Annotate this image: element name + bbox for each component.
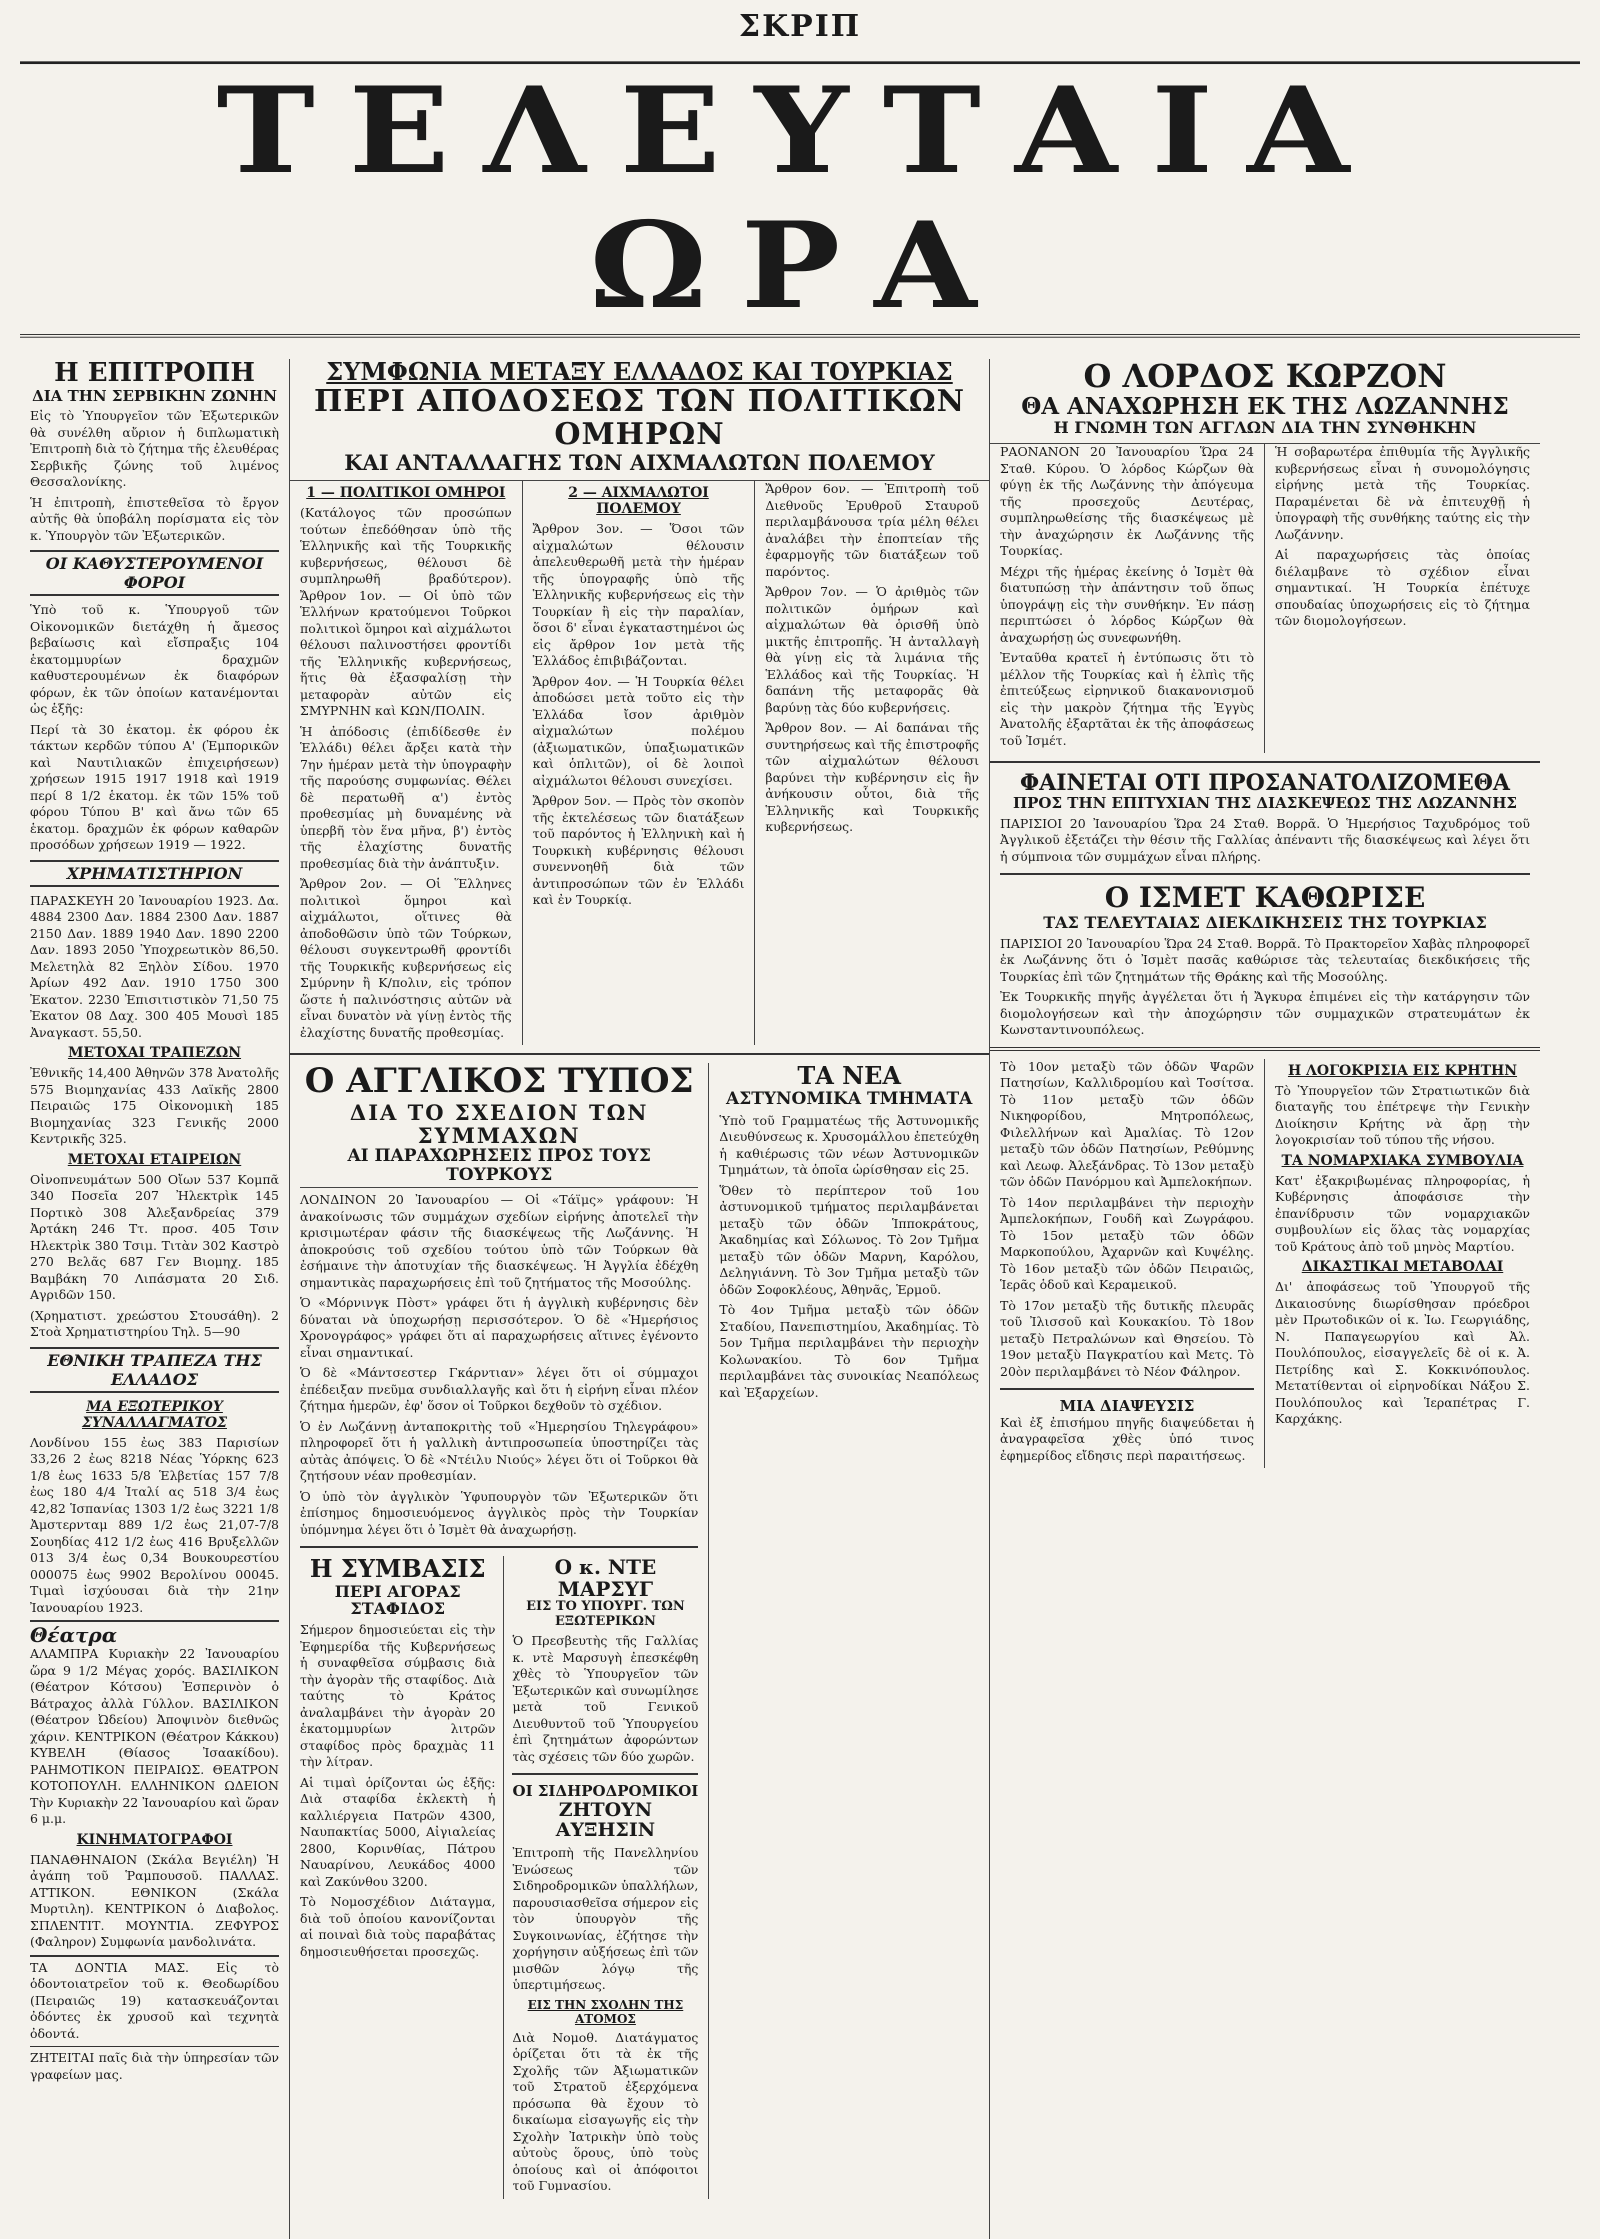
section-title-national-bank: ΕΘΝΙΚΗ ΤΡΑΠΕΖΑ ΤΗΣ ΕΛΛΑΔΟΣ [30, 1347, 279, 1393]
subhead-war-prisoners: 2 — ΑΙΧΜΑΛΩΤΟΙ ΠΟΛΕΜΟΥ [568, 485, 709, 518]
article-text: Ὑπὸ τοῦ Γραμματέως τῆς Ἀστυνομικῆς Διευθύνσεως κ. Χρυσομάλλου ἐπετεύχθη ἡ καθιέρωσις τῶν νέων Ἀστυνομικῶν Τμημάτων, τὰ ὁποῖα ὡρίσθησαν εἰς 25. [719, 1112, 979, 1178]
marsugi-article [504, 1556, 698, 2198]
article-text: Ἄρθρον 4ον. — Ἡ Τουρκία θέλει ἀποδώσει μετὰ τοῦτο εἰς τὴν Ἑλλάδα ἴσον ἀριθμὸν αἰχμαλώτων πολέμου (ἀξιωματικῶν, ὑπαξιωματικῶν καὶ ὁπλιτῶν), οἱ δὲ λοιποὶ αἰχμάλωτοι θέλουσι συνεχίσει. [532, 673, 745, 788]
article-text: Ὁ ἐν Λωζάννῃ ἀνταποκριτὴς τοῦ «Ἡμερησίου Τηλεγράφου» πληροφορεῖ ὅτι ἡ γαλλικὴ ἀντιπροσωπεία ὑποστηρίζει τὰς αὐτὰς ἀπόψεις. Ὁ δὲ «Ντέιλυ Νιούς» λέγει ὅτι οἱ Τοῦρκοι θὰ ζητήσουν νέαν προθεσμίαν. [300, 1418, 699, 1484]
english-press-block [290, 1063, 709, 2198]
treaty-col-c [755, 481, 989, 1045]
article-text: Τὸ Νομοσχέδιον Διάταγμα, διὰ τοῦ ὁποίου κανονίζονται αἱ ποιναὶ διὰ τοὺς παραβάτας δημοσιευθήσεται προσεχῶς. [300, 1894, 496, 1959]
curzon-col-b [1265, 444, 1540, 753]
article-text: Κατ' ἐξακριβωμένας πληροφορίας, ἡ Κυβέρνησις ἀποφάσισε τὴν ἐπανίδρυσιν τῶν νομαρχιακῶν συμβουλίων εἰς ὅλας τὰς νομαρχίας τοῦ Κράτους ἀπὸ τοῦ μηνὸς Μαρτίου. [1275, 1172, 1530, 1254]
headline-allied-plan: ΔΙΑ ΤΟ ΣΧΕΔΙΟΝ ΤΩΝ ΣΥΜΜΑΧΩΝ [349, 1099, 649, 1148]
headline-denial: ΜΙΑ ΔΙΑΨΕΥΣΙΣ [1059, 1397, 1195, 1416]
article-text: Ὁ δὲ «Μάντσεστερ Γκάρντιαν» λέγει ὅτι οἱ σύμμαχοι ἐπέδειξαν πνεῦμα συνδιαλλαγῆς καὶ ὅτι ἡ εἰρήνη εἶναι πλέον ζήτημα ἡμερῶν, ἐφ' ὅσον οἱ Τοῦρκοι δεχθοῦν τὸ σχέδιον. [300, 1365, 699, 1414]
divider [990, 761, 1540, 763]
article-text: ΠΑΝΑΘΗΝΑΙΟΝ (Σκάλα Βεγιέλη) Ἡ ἀγάπη τοῦ Ῥαμπουσοῦ. ΠΑΛΛΑΣ. ΑΤΤΙΚΟΝ. ΕΘΝΙΚΟΝ (Σκάλα Μυρτιλη). ΚΕΝΤΡΙΚΟΝ ὁ Διαβολος. ΣΠΛΕΝΤΙΤ. ΜΟΥΝΤΙΑ. ΖΕΦΥΡΟΣ (Φαληρον) Συμφωνία μανδολινάτα. [30, 1851, 279, 1950]
subhead-cinemas: ΚΙΝΗΜΑΤΟΓΡΑΦΟΙ [76, 1831, 233, 1848]
article-text: Ἄρθρον 3ον. — Ὅσοι τῶν αἰχμαλώτων θέλουσιν ἀπελευθερωθῆ μετὰ τὴν ἡμέραν τῆς ὑπογραφῆς ὑπὸ τῆς Ἑλληνικῆς κυβερνήσεως εἰς τὴν Τουρκίαν ἢ εἰς τὴν παραλίαν, ὅσοι δ' εἶναι ἐγκαταστημένοι ὡς εἰς ἄρθρον 1ον μετὰ τῆς Ἑλλάδος ἐπιβιβάζονται. [532, 521, 745, 669]
headline-marsugi: Ο κ. ΝΤΕ ΜΑΡΣΥΓ [554, 1555, 657, 1602]
headline-convention: Η ΣΥΜΒΑΣΙΣ [309, 1554, 486, 1584]
article-text: Τὸ 4ον Τμῆμα μεταξὺ τῶν ὁδῶν Σταδίου, Πανεπιστημίου, Ἀκαδημίας. Τὸ 5ον Τμῆμα περιλαμβάνει τὴν περιοχὴν Κολωνακίου. Τὸ 6ον Τμῆμα περιλαμβάνει τὰς συνοικίας Νεαπόλεως καὶ Ἐξαρχείων. [719, 1302, 979, 1400]
divider [990, 1047, 1540, 1051]
article-text: (Κατάλογος τῶν προσώπων τούτων ἐπεδόθησαν ὑπὸ τῆς Ἑλληνικῆς καὶ τῆς Τουρκικῆς κυβερνήσεως, θέλουσι δὲ συμπληρωθῆ βραδύτερον). Ἄρθρον 1ον. — Οἱ ὑπὸ τῶν Ἑλλήνων κρατούμενοι Τοῦρκοι πολιτικοὶ ὅμηροι καὶ αἰχμάλωτοι θέλουσι παλινοστήσει φροντίδι τῆς Ἑλληνικῆς κυβερνήσεως, ἥτις θὰ ἐξασφαλίσῃ τὴν μεταφορὰν αὐτῶν εἰς ΣΜΥΡΝΗΝ καὶ ΚΩΝ/ΠΟΛΙΝ. [300, 505, 512, 719]
article-text: Ἄρθρον 7ον. — Ὁ ἀριθμὸς τῶν πολιτικῶν ὁμήρων καὶ αἰχμαλώτων θὰ ὁρισθῆ ὑπὸ μικτῆς ἐπιτροπῆς. Ἡ ἀνταλλαγὴ θὰ γίνῃ εἰς τὰ λιμάνια τῆς Ἑλλάδος καὶ τῆς Τουρκίας. Ἡ δαπάνη τῆς μεταφορᾶς θὰ βαρύνῃ τὰς δύο κυβερνήσεις. [765, 584, 980, 715]
column-4-5 [990, 359, 1540, 2239]
subhead-political-hostages: 1 — ΠΟΛΙΤΙΚΟΙ ΟΜΗΡΟΙ [306, 485, 506, 502]
article-text: Περί τὰ 30 ἑκατομ. ἐκ φόρου ἐκ τάκτων κερδῶν τύπου Α' (Ἐμπορικῶν καὶ Ναυτιλιακῶν ἐπιχειρήσεων) χρήσεων 1915 1917 1918 καὶ 1919 περί 8 1/2 ἑκατομ. ἐκ τῶν 15% τοῦ φόρου Τύπου Β' καὶ ἄνω τῶν 65 ἑκατομ. δραχμῶν ἐκ φόρων καθαρῶν προσόδων χρήσεων 1919 — 1922. [30, 721, 279, 853]
curzon-columns [990, 443, 1540, 753]
treaty-headline-block [290, 359, 989, 474]
divider [290, 1053, 989, 1055]
article-text: ΤΑ ΔΟΝΤΙΑ ΜΑΣ. Εἰς τὸ ὁδοντοιατρεῖον τοῦ κ. Θεοδωρίδου (Πειραιῶς 19) κατασκευάζονται ὀδόντες ἐκ χρυσοῦ καὶ τεχνητὰ ὀδοντά. [30, 1955, 279, 2043]
article-text: Ἄρθρον 2ον. — Οἱ Ἕλληνες πολιτικοὶ ὅμηροι καὶ αἰχμάλωτοι, οἵτινες θὰ ἀποδοθῶσιν ὑπὸ τῶν Τούρκων, θέλουσι συγκεντρωθῆ φροντίδι τῆς Τουρκικῆς κυβερνήσεως εἰς Σμύρνην ἢ Κ/πολιν, εἰς τρόπον ὥστε ἡ παλινόστησις αὐτῶν νὰ εἶναι δυνατὸν νὰ γίνῃ ἐντὸς τῆς ἐλαχίστης δυνατῆς προθεσμίας. [300, 876, 512, 1040]
headline-police-departments: ΑΣΤΥΝΟΜΙΚΑ ΤΜΗΜΑΤΑ [726, 1088, 973, 1109]
headline-school: ΕΙΣ ΤΗΝ ΣΧΟΛΗΝ ΤΗΣ ΑΤΟΜΟΣ [527, 1997, 684, 2026]
article-text: Ἡ σοβαρωτέρα ἐπιθυμία τῆς Ἀγγλικῆς κυβερνήσεως εἶναι ἡ συνομολόγησις εἰρήνης μετὰ τῆς Τουρκίας. Παραμένεται δὲ νὰ ἐπιτευχθῇ ἡ ὑπογραφὴ τῆς συνθήκης ταύτης εἰς τὴν Λωζάννην. [1275, 444, 1530, 542]
curzon-headline-block [990, 359, 1540, 437]
article-text: Ἐνταῦθα κρατεῖ ἡ ἐντύπωσις ὅτι τὸ μέλλον τῆς Τουρκίας καὶ ἡ ἐλπὶς τῆς ἐπιτεύξεως εἰρηνικοῦ διακανονισμοῦ εἰς τὴν μακρὸν ζήτημα τῆς Ἐγγὺς Ἀνατολῆς ἐξαρτᾶται ἐκ τῆς ἀποφάσεως τοῦ Ἰσμέτ. [1000, 650, 1254, 748]
lower-columns [290, 1063, 989, 2198]
subhead-foreign-exchange: ΜΑ ΕΞΩΤΕΡΙΚΟΥ ΣΥΝΑΛΛΑΓΜΑΤΟΣ [82, 1398, 227, 1431]
article-text: Ὁ Πρεσβευτὴς τῆς Γαλλίας κ. ντὲ Μαρσυγὴ ἐπεσκέφθη χθὲς τὸ Ὑπουργεῖον τῶν Ἐξωτερικῶν καὶ συνωμίλησε μετὰ τοῦ Γενικοῦ Διευθυντοῦ τοῦ Ὑπουργείου ἐπὶ ζητημάτων ἀφορώντων τὰς σχέσεις τῶν δύο χωρῶν. [512, 1633, 699, 1764]
article-text: Οἰνοπνευμάτων 500 Οἴων 537 Κομπᾶ 340 Ποσεῖα 207 Ἠλεκτρὶκ 145 Πορτικὸ 308 Ἀλεξανδρείας 379 Ἀρτάκη 246 Ττ. προσ. 405 Τσιν Ηλεκτρὶκ 380 Τσιμ. Τιτὰν 302 Καστρὸ 270 Βελᾶς 687 Γεν Βιομηχ. 185 Βαμβάκη 70 Λιπάσματα 20 Σιδ. Αγριδῶν 150. [30, 1171, 279, 1303]
article-text: Εἰς τὸ Ὑπουργεῖον τῶν Ἐξωτερικῶν θὰ συνέλθη αὔριον ἡ διπλωματικὴ Ἐπιτροπὴ διὰ τὸ ζήτημα τῆς ἐλευθέρας Σερβικῆς ζώνης τοῦ λιμένος Θεσσαλονίκης. [30, 408, 279, 490]
article-text: Αἱ παραχωρήσεις τὰς ὁποίας διέλαμβανε τὸ σχέδιον εἶναι σημαντικαί. Ἡ Τουρκία ἐπέτυχε σπουδαίας ὑποχωρήσεις εἰς τὸ ζήτημα τῶν διομολογήσεων. [1275, 547, 1530, 629]
headline-foreign-ministry: ΕΙΣ ΤΟ ΥΠΟΥΡΓ. ΤΩΝ ΕΞΩΤΕΡΙΚΩΝ [526, 1599, 685, 1629]
article-text: ΠΑΡΑΣΚΕΥΗ 20 Ἰανουαρίου 1923. Δα. 4884 2300 Δαν. 1884 2300 Δαν. 1887 2150 Δαν. 1889 1940 Δαν. 1890 2200 Δαν. 1893 2050 Ὑποχρεωτικὸν 86,50. Μελετηλὰ 82 Ξηλὸν Σίδου. 1970 Ἀρίων 492 Δαν. 1910 1750 300 Ἐκατον. 2230 Ἐπισιτιστικὸν 71,50 75 Ἐκατον 08 Δαχ. 300 405 Μουσὶ 185 Ἀναγκαστ. 55,50. [30, 892, 279, 1040]
headline-prisoners: ΚΑΙ ΑΝΤΑΛΛΑΓΗΣ ΤΩΝ ΑΙΧΜΑΛΩΤΩΝ ΠΟΛΕΜΟΥ [344, 450, 935, 476]
column-1 [20, 359, 290, 2239]
currant-article [300, 1556, 504, 2198]
orientation-article [990, 771, 1540, 1039]
article-text: ΠΑΡΙΣΙΟΙ 20 Ἰανουαρίου Ὥρα 24 Σταθ. Βορρᾶ. Τὸ Πρακτορεῖον Χαβὰς πληροφορεῖ ἐκ Λωζάννης ὅτι ὁ Ἰσμὲτ πασᾶς καθώρισε τὰς τελευταίας διεκδικήσεις τῆς Τουρκίας ἐπὶ τῶν ζητημάτων τῆς Θράκης καὶ τῆς Μοσούλης. [1000, 935, 1530, 984]
article-text: Ὅθεν τὸ περίπτερον τοῦ 1ου ἀστυνομικοῦ τμήματος περιλαμβάνεται μεταξὺ τῶν ὁδῶν Ἱπποκράτους, Ἀκαδημίας καὶ Σόλωνος. Τὸ 2ον Τμῆμα μεταξὺ τῶν ὁδῶν Μαρνη, Καρόλου, Δεληγιάννη. Τὸ 3ον Τμῆμα μεταξὺ τῶν ὁδῶν Σοφοκλέους, Ἀθηνᾶς, Ἑρμοῦ. [719, 1182, 979, 1297]
section-masthead: ΤΕΛΕΥΤΑΙΑ ΩΡΑ [20, 61, 1580, 337]
article-text: Λονδίνου 155 ἐως 383 Παρισίων 33,26 2 ἐως 8218 Νέας Ὑόρκης 623 1/8 ἐως 1633 5/8 Ἑλβετίας 157 7/8 ἐως 180 4/4 Ἰταλί ας 518 3/4 ἐως 42,82 Ἱσπανίας 1303 1/2 ἐως 3221 1/8 Ἀμστερνταμ 889 1/2 ἐως 21,07-7/8 Σουηδίας 412 1/2 ἐως 416 Βρυξελλῶν 013 3/4 ἐως 0,34 Βουκουρεστίου 000075 ἐως 9902 Βερολίνου 00045. Τιμαὶ ἰσχύουσαι διὰ τὴν 21ην Ἰανουαρίου 1923. [30, 1434, 279, 1615]
divider [1000, 873, 1530, 875]
subhead-serbian-zone: ΔΙΑ ΤΗΝ ΣΕΡΒΙΚΗΝ ΖΩΝΗΝ [32, 386, 277, 405]
columns [20, 359, 1580, 2239]
headline-concessions: ΑΙ ΠΑΡΑΧΩΡΗΣΕΙΣ ΠΡΟΣ ΤΟΥΣ ΤΟΥΡΚΟΥΣ [300, 1147, 698, 1188]
article-text: Δι' ἀποφάσεως τοῦ Ὑπουργοῦ τῆς Δικαιοσύνης διωρίσθησαν πρόεδροι μὲν Πρωτοδικῶν οἱ κ. Ἰω. Γεωργιάδης, Ν. Παπαγεωργίου καὶ Ἀλ. Πουλόπουλος, εἰσαγγελεῖς δὲ οἱ κ. Ἀ. Πετρίδης καὶ Σ. Κοκκινόπουλος. Μετατίθενται οἱ εἰρηνοδίκαι Νάξου Σ. Πουλόπουλος καὶ Ἱεραπέτρας Γ. Καρχάκης. [1275, 1279, 1530, 1427]
article-text: Καὶ ἐξ ἐπισήμου πηγῆς διαψεύδεται ἡ ἀναγραφεῖσα χθὲς ὑπό τινος ἐφημερίδος εἴδησις περὶ παραιτήσεως. [1000, 1414, 1254, 1463]
headline-ismet: Ο ΙΣΜΕΤ ΚΑΘΩΡΙΣΕ [1104, 881, 1426, 915]
article-text: Ὁ «Μόρνινγκ Πὸστ» γράφει ὅτι ἡ ἀγγλικὴ κυβέρνησις δὲν δύναται νὰ ὑποχωρήσῃ περισσότερον. Ὁ δὲ «Ἡμερήσιος Χρονογράφος» γράφει ὅτι αἱ παραχωρήσεις αἵτινες ἐγένοντο εἶναι σημαντικαί. [300, 1295, 699, 1360]
headline-railwaymen: ΟΙ ΣΙΔΗΡΟΔΡΟΜΙΚΟΙ [512, 1782, 699, 1801]
headline-english-press: Ο ΑΓΓΛΙΚΟΣ ΤΥΠΟΣ [304, 1063, 694, 1102]
misc-news [1265, 1059, 1540, 1469]
article-text: ΠΑΡΙΣΙΟΙ 20 Ἰανουαρίου Ὥρα 24 Σταθ. Βορρᾶ. Ὁ Ἡμερήσιος Ταχυδρόμος τοῦ Ἀγγλικοῦ ἐξετάζει τὴν θέσιν τῆς Γαλλίας ἀπέναντι τῆς διασκέψεως καὶ λέγει ὅτι ἡ σύμπνοια τῶν συμμάχων εἶναι πλήρης. [1000, 815, 1530, 864]
divider [300, 1546, 698, 1548]
treaty-col-b [523, 481, 756, 1045]
article-text: Αἱ τιμαὶ ὁρίζονται ὡς ἑξῆς: Διὰ σταφίδα ἐκλεκτὴ ἡ καλλιέργεια Πατρῶν 4300, Ναυπακτίας 5000, Αἰγιαλείας 2800, Κορινθίας, Πάτρου Ναυαρίνου, Λευκάδος 4000 καὶ Ζακύνθου 3200. [300, 1774, 496, 1889]
newspaper-name: ΣΚΡΙΠ [738, 9, 862, 44]
section-title-taxes: ΟΙ ΚΑΘΥΣΤΕΡΟΥΜΕΝΟΙ ΦΟΡΟΙ [30, 550, 279, 596]
headline-prefectural-councils: ΤΑ ΝΟΜΑΡΧΙΑΚΑ ΣΥΜΒΟΥΛΙΑ [1281, 1152, 1524, 1169]
article-text: ΖΗΤΕΙΤΑΙ παῖς διὰ τὴν ὑπηρεσίαν τῶν γραφείων μας. [30, 2046, 279, 2083]
article-text: ΛΟΝΔΙΝΟΝ 20 Ἰανουαρίου — Οἱ «Τάϊμς» γράφουν: Ἡ ἀνακοίνωσις τῶν συμμάχων σχεδίων εἰρήνης ἀποτελεῖ τὴν κρισιμωτέραν φάσιν τῆς διασκέψεως τῆς Λωζάννης. Ἡ ἀποκρούσις τοῦ σχεδίου τούτου ὑπὸ τῶν Τούρκων θὰ ἐσήμαινε τὴν ἀποτυχίαν τῆς διασκέψεως. Ἡ Ἀγγλία ἐδέχθη σημαντικὰς παραχωρήσεις ἐπὶ τοῦ ζητήματος τῆς Μοσούλης. [300, 1192, 699, 1290]
headline-agreement: ΣΥΜΦΩΝΙΑ ΜΕΤΑΞΥ ΕΛΛΑΔΟΣ ΚΑΙ ΤΟΥΡΚΙΑΣ [326, 359, 953, 386]
divider [1000, 1388, 1254, 1390]
headline-hostages: ΠΕΡΙ ΑΠΟΔΟΣΕΩΣ ΤΩΝ ΠΟΛΙΤΙΚΩΝ ΟΜΗΡΩΝ [313, 384, 966, 453]
headline-english-opinion: Η ΓΝΩΜΗ ΤΩΝ ΑΓΓΛΩΝ ΔΙΑ ΤΗΝ ΣΥΝΘΗΚΗΝ [1053, 418, 1477, 438]
treaty-columns [290, 480, 989, 1045]
section-title-theatres: Θέατρα [30, 1620, 279, 1646]
article-text: Σήμερον δημοσιεύεται εἰς τὴν Ἐφημερίδα τῆς Κυβερνήσεως ἡ συναφθεῖσα σύμβασις διὰ τὴν ἀγορὰν τῆς σταφίδος. Διὰ ταύτης τὸ Κράτος ἀναλαμβάνει τὴν ἀγορὰν 20 ἑκατομμυρίων λιτρῶν σταφίδος πρὸς δραχμὰς 11 τὴν λίτραν. [300, 1622, 496, 1770]
article-text: ΑΛΑΜΠΡΑ Κυριακὴν 22 Ἰανουαρίου ὥρα 9 1/2 Μέγας χορός. ΒΑΣΙΛΙΚΟΝ (Θέατρον Κότσου) Ἑσπερινὸν ὁ Βάτραχος ἀλλὰ Γύλλον. ΒΑΣΙΛΙΚΟΝ (Θέατρον Ὠδείου) Ἀποψινὸν διεθνῶς χάριν. ΚΕΝΤΡΙΚΟΝ (Θέατρον Κάκκου) ΚΥΒΕΛΗ (Θίασος Ἰσαακίδου). ΡΑΗΜΟΤΙΚΟΝ ΠΕΙΡΑΙΩΣ. ΘΕΑΤΡΟΝ ΚΟΤΟΠΟΥΛΗ. ΕΛΛΗΝΙΚΟΝ ΩΔΕΙΟΝ Τὴν Κυριακὴν 22 Ἰανουαρίου καὶ ὥραν 6 μ.μ. [30, 1646, 279, 1827]
article-text: Ὑπὸ τοῦ κ. Ὑπουργοῦ τῶν Οἰκονομικῶν διετάχθη ἡ ἄμεσος βεβαίωσις καὶ εἴσπραξις 104 ἑκατομμυρίων δραχμῶν καθυστερουμένων ἐκ διαφόρων φόρων, ἐκ τῶν ὁποίων κατανέμονται ὡς ἑξῆς: [30, 602, 279, 717]
article-text: Ἄρθρον 8ον. — Αἱ δαπάναι τῆς συντηρήσεως καὶ τῆς ἐπιστροφῆς τῶν αἰχμαλώτων θέλουσι βαρύνει τὴν κυβέρνησιν εἰς ἣν ἀνήκουσιν οὗτοι, διὰ τῆς Ἑλληνικῆς καὶ Τουρκικῆς κυβερνήσεως. [765, 720, 980, 835]
article-text: Τὸ 10ον μεταξὺ τῶν ὁδῶν Ψαρῶν Πατησίων, Καλλιδρομίου καὶ Τοσίτσα. Τὸ 11ον μεταξὺ τῶν ὁδῶν Νικηφορίδου, Μητροπόλεως, Φιλελλήνων καὶ Ἀμαλίας. Τὸ 12ον μεταξὺ τῶν ὁδῶν Πατησίων, Ρεθύμνης καὶ Λεωφ. Ἀλεξάνδρας. Τὸ 13ον μεταξὺ τῶν ὁδῶν Πανόρμου καὶ Ἀμπελοκήπων. [1000, 1058, 1254, 1190]
headline-raise: ΖΗΤΟΥΝ ΑΥΞΗΣΙΝ [555, 1798, 656, 1842]
article-text: Τὸ 17ον μεταξὺ τῆς δυτικῆς πλευρᾶς τοῦ Ἰλισσοῦ καὶ Κουκακίου. Τὸ 18ον μεταξὺ Πετραλώνων καὶ Θησείου. Τὸ 19ον μεταξὺ Παγκρατίου καὶ Μετς. Τὸ 20ὸν περιλαμβάνει τὸ Νέον Φάληρον. [1000, 1297, 1254, 1379]
article-text: (Χρηματιστ. χρεώστου Στουσάθη). 2 Στοὰ Χρηματιστηρίου Τηλ. 5—90 [30, 1307, 279, 1340]
lower-right-columns [990, 1059, 1540, 1469]
headline-judicial-changes: ΔΙΚΑΣΤΙΚΑΙ ΜΕΤΑΒΟΛΑΙ [1301, 1259, 1504, 1276]
article-text: Μέχρι τῆς ἡμέρας ἐκείνης ὁ Ἰσμὲτ θὰ διατυπώσῃ τὴν ἀπάντησιν τοῦ ὅπως ὑπογράψῃ εἰς τὴν συνθήκην. Ἐν πάσῃ περιπτώσει ὁ λόρδος Κώρζων θὰ ἀναχωρήσῃ ὡς συνεφωνήθη. [1000, 563, 1254, 645]
article-text: Ἐθνικῆς 14,400 Ἀθηνῶν 378 Ἀνατολῆς 575 Βιομηχανίας 433 Λαϊκῆς 2800 Πειραιῶς 175 Οἰκονομικὴ 185 Βιομηχανίας 323 Γενικῆς 2000 Κεντρικῆς 325. [30, 1065, 279, 1147]
headline-committee: Η ΕΠΙΤΡΟΠΗ [54, 359, 255, 388]
police-news-block [709, 1063, 989, 2198]
divider [512, 1773, 698, 1775]
article-text: Ἡ ἐπιτροπὴ, ἐπιστεθεῖσα τὸ ἔργον αὐτῆς θὰ ὑποβάλη πορίσματα εἰς τὸν κ. Ὑπουργὸν τῶν Ἐξωτερικῶν. [30, 494, 279, 543]
police-continued [990, 1059, 1265, 1469]
article-text: Ἐπιτροπὴ τῆς Πανελληνίου Ἑνώσεως τῶν Σιδηροδρομικῶν ὑπαλλήλων, παρουσιασθεῖσα σήμερον εἰς τὸν ὑπουργὸν τῆς Συγκοινωνίας, ἐζήτησε τὴν χορήγησιν αὐξήσεως ἐπὶ τῶν μισθῶν λόγῳ τῆς ὑπερτιμήσεως. [512, 1845, 699, 1993]
headline-currant: ΠΕΡΙ ΑΓΟΡΑΣ ΣΤΑΦΙΔΟΣ [334, 1581, 461, 1619]
article-text: Ἐκ Τουρκικῆς πηγῆς ἀγγέλεται ὅτι ἡ Ἄγκυρα ἐπιμένει εἰς τὴν κατάργησιν τῶν διομολογήσεων καὶ τὴν ἀποχώρησιν τῶν συμμαχικῶν στρατευμάτων ἐκ Κωνσταντινουπόλεως. [1000, 989, 1530, 1038]
headline-news: ΤΑ ΝΕΑ [797, 1063, 902, 1091]
headline-crete-censorship: Η ΛΟΓΟΚΡΙΣΙΑ ΕΙΣ ΚΡΗΤΗΝ [1287, 1062, 1518, 1079]
newspaper-page [20, 9, 1580, 2194]
curzon-col-a [990, 444, 1265, 753]
headline-claims: ΤΑΣ ΤΕΛΕΥΤΑΙΑΣ ΔΙΕΚΔΙΚΗΣΕΙΣ ΤΗΣ ΤΟΥΡΚΙΑΣ [1043, 913, 1487, 933]
article-text: Ἄρθρον 6ον. — Ἐπιτροπὴ τοῦ Διεθνοῦς Ἐρυθροῦ Σταυροῦ περιλαμβάνουσα τρία μέλη θέλει ἀναλάβει τὴν ἐποπτείαν τῆς ἐφαρμογῆς τῶν διατάξεων τοῦ παρόντος. [765, 481, 980, 579]
headline-success: ΠΡΟΣ ΤΗΝ ΕΠΙΤΥΧΙΑΝ ΤΗΣ ΔΙΑΣΚΕΨΕΩΣ ΤΗΣ ΛΩΖΑΝΝΗΣ [1012, 794, 1518, 813]
section-title-exchange: ΧΡΗΜΑΤΙΣΤΗΡΙΟΝ [30, 860, 279, 887]
article-text: Τὸ 14ον περιλαμβάνει τὴν περιοχὴν Ἀμπελοκήπων, Γουδῆ καὶ Ζωγράφου. Τὸ 15ον μεταξὺ τῶν ὁδῶν Μαρκοπούλου, Ἀχαρνῶν καὶ Κυψέλης. Τὸ 16ον μεταξὺ τῶν ὁδῶν Πειραιῶς, Ἱερᾶς ὁδοῦ καὶ Κεραμεικοῦ. [1000, 1194, 1254, 1293]
currant-and-marsugi [300, 1556, 698, 2198]
article-text: Ἄρθρον 5ον. — Πρὸς τὸν σκοπὸν τῆς ἐκτελέσεως τῶν διατάξεων τοῦ παρόντος ἡ Ἑλληνικὴ καὶ ἡ Τουρκικὴ κυβέρνησις θέλουσι συνεννοηθῆ διὰ τῶν ἀντιπροσώπων τῶν ἐν Ἑλλάδι καὶ ἐν Τουρκίᾳ. [532, 793, 745, 908]
subhead-bank-shares: ΜΕΤΟΧΑΙ ΤΡΑΠΕΖΩΝ [67, 1045, 242, 1062]
article-text: Ἡ ἀπόδοσις (ἐπιδίδεσθε ἐν Ἑλλάδι) θέλει ἄρξει κατὰ τὴν 7ην ἡμέραν μετὰ τὴν ὑπογραφὴν τῆς παρούσης συμφωνίας. Θέλει δὲ περατωθῆ α') ἐντὸς προθεσμίας μὴ δυναμένης νὰ ὑπερβῆ τὸν ἕνα μῆνα, β') ἐντὸς τῆς ἐλαχίστης δυνατῆς προθεσμίας διὰ τὴν ἀνάπτυξιν. [300, 723, 512, 871]
headline-departure: ΘΑ ΑΝΑΧΩΡΗΣΗ ΕΚ ΤΗΣ ΛΩΖΑΝΝΗΣ [1021, 393, 1509, 421]
subhead-company-shares: ΜΕΤΟΧΑΙ ΕΤΑΙΡΕΙΩΝ [67, 1151, 242, 1168]
treaty-col-a [290, 481, 523, 1045]
article-text: Τὸ Ὑπουργεῖον τῶν Στρατιωτικῶν διὰ διαταγῆς του ἐπέτρεψε τὴν Γενικὴν Διοίκησιν Κρήτης νὰ ἄρῃ τὴν λογοκρισίαν τοῦ τύπου τῆς νήσου. [1275, 1082, 1530, 1148]
article-text: ΡΑΟΝΑΝΟΝ 20 Ἰανουαρίου Ὥρα 24 Σταθ. Κύρου. Ὁ λόρδος Κώρζων θὰ φύγῃ ἐκ τῆς Λωζάννης τὴν ἀπόγευμα τῆς προσεχοῦς Δευτέρας, συμπληρωθείσης τῆς διασκέψεως μὲ τὴν ἀναχώρησιν ἐκ Λωζάννης τῆς Τουρκίας. [1000, 444, 1254, 559]
article-text: Διὰ Νομοθ. Διατάγματος ὁρίζεται ὅτι τὰ ἐκ τῆς Σχολῆς τῶν Ἀξιωματικῶν τοῦ Στρατοῦ ἐξερχόμενα πρόσωπα θὰ ἔχουν τὸ δικαίωμα εἰσαγωγῆς εἰς τὴν Σχολὴν Ἰατρικὴν ὑπὸ τοὺς αὐτοὺς ὅρους, ὑπὸ τοὺς ὁποίους καὶ οἱ ἀπόφοιτοι τοῦ Γυμνασίου. [512, 2029, 699, 2194]
column-2-3 [290, 359, 990, 2239]
headline-orientation: ΦΑΙΝΕΤΑΙ ΟΤΙ ΠΡΟΣΑΝΑΤΟΛΙΖΟΜΕΘΑ [1019, 770, 1511, 797]
article-text: Ὁ ὑπὸ τὸν ἀγγλικὸν Ὑφυπουργὸν τῶν Ἐξωτερικῶν ὅτι ἐπίσημος δημοσιευόμενος ἀγγλικὸς πρὸς τὴν Τουρκίαν ὑπόμνημα λέγει ὅτι ὁ Ἰσμὲτ θὰ ἀναχωρήσῃ. [300, 1488, 699, 1537]
headline-curzon: Ο ΛΟΡΔΟΣ ΚΩΡΖΟΝ [1083, 359, 1447, 395]
